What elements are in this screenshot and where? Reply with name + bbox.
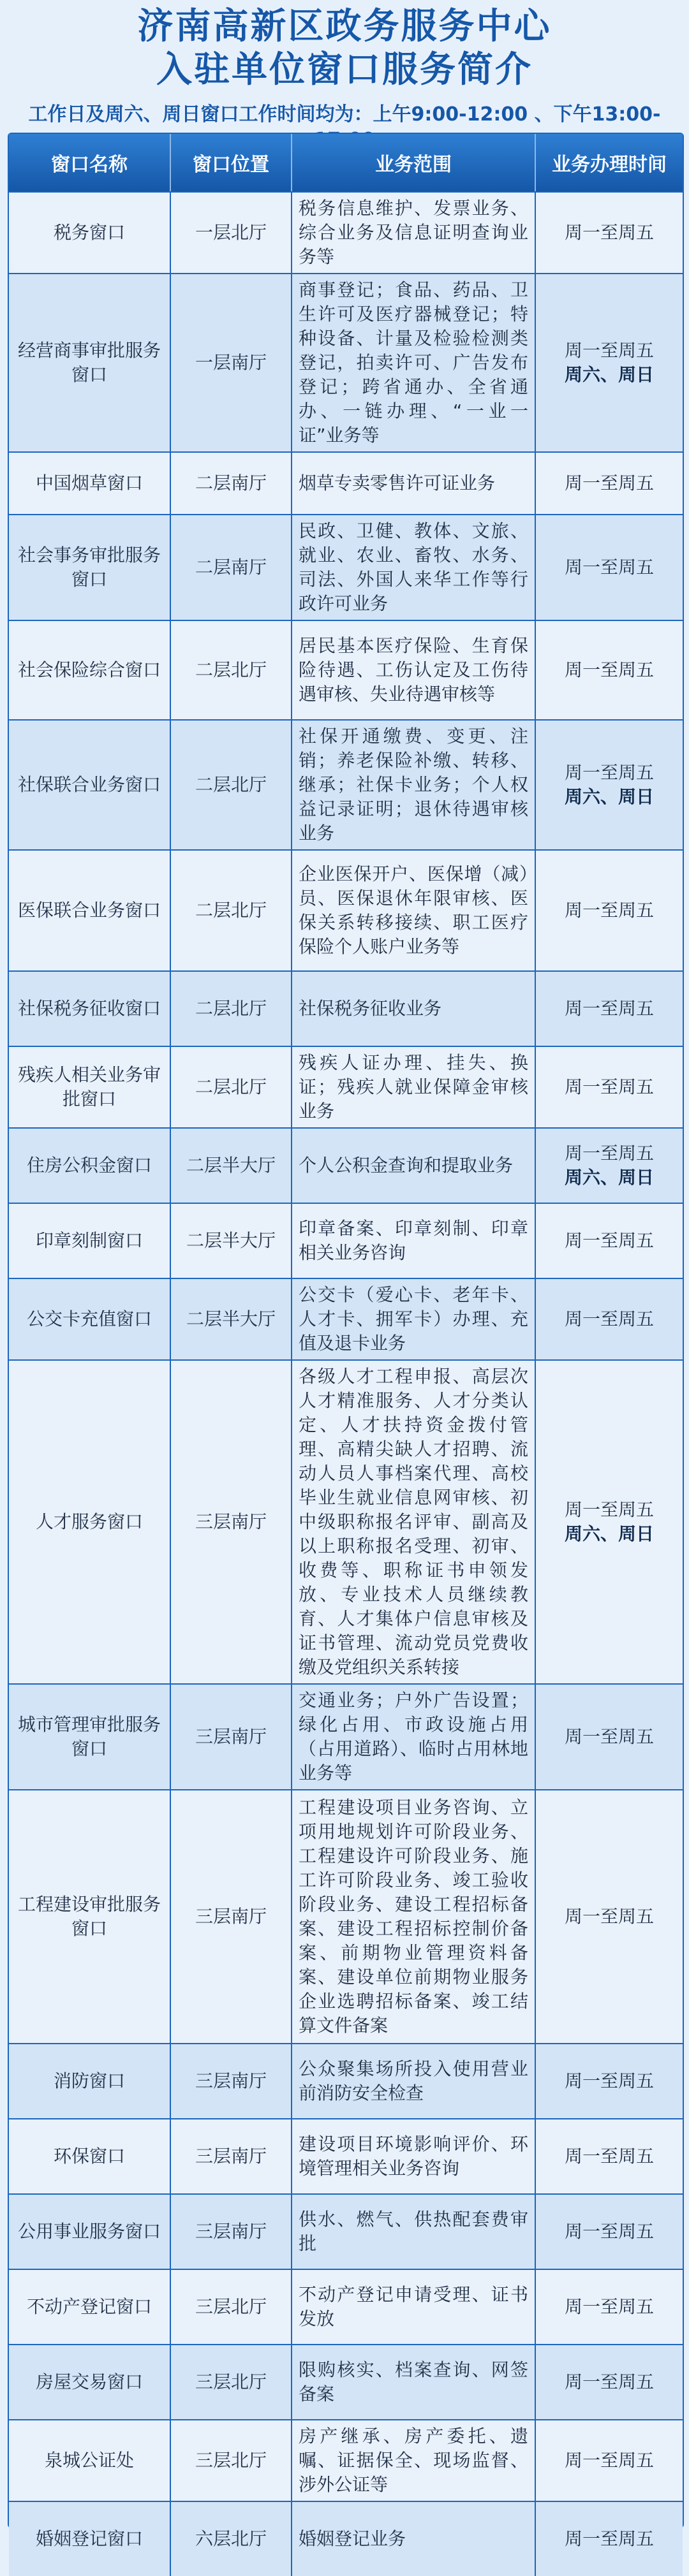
table-row <box>9 451 683 514</box>
business-scope-cell: 社保税务征收业务 <box>292 970 536 1046</box>
weekday-hours-label: 周一至周五 <box>564 2450 654 2471</box>
window-name-cell: 社保税务征收窗口 <box>9 970 171 1046</box>
window-location-cell: 二层南厅 <box>171 514 292 620</box>
weekday-hours-label: 周一至周五 <box>564 1076 654 1097</box>
window-name-cell: 税务窗口 <box>9 191 171 273</box>
service-hours-cell <box>536 273 683 451</box>
business-scope-cell: 限购核实、档案查询、网签备案 <box>292 2344 536 2419</box>
table-row <box>9 1683 683 1789</box>
window-name-cell: 公用事业服务窗口 <box>9 2193 171 2269</box>
page-title: 济南高新区政务服务中心 <box>137 6 552 47</box>
weekday-hours-label: 周一至周五 <box>564 659 654 680</box>
weekday-hours-label: 周一至周五 <box>564 1906 654 1927</box>
table-row <box>9 2501 683 2576</box>
column-header-hours: 业务办理时间 <box>536 134 683 191</box>
business-scope-cell: 婚姻登记业务 <box>292 2501 536 2576</box>
business-scope-cell: 公交卡（爱心卡、老年卡、人才卡、拥军卡）办理、充值及退卡业务 <box>292 1278 536 1359</box>
window-name-cell: 社会保险综合窗口 <box>9 620 171 719</box>
business-scope-cell: 各级人才工程申报、高层次人才精准服务、人才分类认定、人才扶持资金拨付管理、高精尖缺人才招聘、流动人员人事档案代理、高校毕业生就业信息网审核、初中级职称报名评审、副高及以上职称报名受理、初审、收费等、职称证书申领发放、专业技术人员继续教育、人才集体户信息审核及证书管理、流动党员党费收缴及党组织关系转接 <box>292 1359 536 1683</box>
business-scope-cell: 供水、燃气、供热配套费审批 <box>292 2193 536 2269</box>
service-hours-cell <box>536 2344 683 2419</box>
window-name-cell: 不动产登记窗口 <box>9 2269 171 2344</box>
service-hours-cell <box>536 514 683 620</box>
window-location-cell: 二层北厅 <box>171 620 292 719</box>
business-scope-cell: 居民基本医疗保险、生育保险待遇、工伤认定及工伤待遇审核、失业待遇审核等 <box>292 620 536 719</box>
window-name-cell: 婚姻登记窗口 <box>9 2501 171 2576</box>
table-row <box>9 1046 683 1127</box>
weekday-hours-label: 周一至周五 <box>564 1499 654 1520</box>
service-hours-cell <box>536 849 683 970</box>
table-row <box>9 2344 683 2419</box>
business-scope-cell: 交通业务；户外广告设置；绿化占用、市政设施占用（占用道路）、临时占用林地业务等 <box>292 1683 536 1789</box>
business-scope-cell: 社保开通缴费、变更、注销；养老保险补缴、转移、继承；社保卡业务；个人权益记录证明；退休待遇审核业务 <box>292 719 536 849</box>
business-scope-cell: 公众聚集场所投入使用营业前消防安全检查 <box>292 2043 536 2118</box>
weekend-hours-label: 周六、周日 <box>564 1523 654 1544</box>
table-row <box>9 2419 683 2501</box>
weekday-hours-label: 周一至周五 <box>564 2146 654 2167</box>
business-scope-cell: 房产继承、房产委托、遗嘱、证据保全、现场监督、涉外公证等 <box>292 2419 536 2501</box>
window-location-cell: 三层南厅 <box>171 2118 292 2193</box>
weekday-hours-label: 周一至周五 <box>564 340 654 361</box>
weekday-hours-label: 周一至周五 <box>564 2528 654 2549</box>
table-row <box>9 1359 683 1683</box>
table-row <box>9 849 683 970</box>
window-name-cell: 环保窗口 <box>9 2118 171 2193</box>
column-header-window-name: 窗口名称 <box>9 134 171 191</box>
table-row <box>9 273 683 451</box>
window-location-cell: 三层南厅 <box>171 1789 292 2043</box>
service-hours-cell <box>536 1359 683 1683</box>
window-location-cell: 二层北厅 <box>171 719 292 849</box>
column-header-scope: 业务范围 <box>292 134 536 191</box>
table-row <box>9 514 683 620</box>
service-hours-cell <box>536 620 683 719</box>
window-name-cell: 经营商事审批服务窗口 <box>9 273 171 451</box>
window-location-cell: 三层南厅 <box>171 2193 292 2269</box>
window-name-cell: 社保联合业务窗口 <box>9 719 171 849</box>
window-location-cell: 二层半大厅 <box>171 1127 292 1203</box>
business-scope-cell: 商事登记；食品、药品、卫生许可及医疗器械登记；特种设备、计量及检验检测类登记，拍卖许可、广告发布登记；跨省通办、全省通办、一链办理、“一业一证”业务等 <box>292 273 536 451</box>
weekend-hours-label: 周六、周日 <box>564 364 654 385</box>
service-hours-cell <box>536 1127 683 1203</box>
table-row <box>9 2193 683 2269</box>
weekday-hours-label: 周一至周五 <box>564 900 654 921</box>
weekday-hours-label: 周一至周五 <box>564 1143 654 1164</box>
window-location-cell: 三层北厅 <box>171 2344 292 2419</box>
table-row <box>9 1278 683 1359</box>
window-location-cell: 一层北厅 <box>171 191 292 273</box>
business-scope-cell: 工程建设项目业务咨询、立项用地规划许可阶段业务、工程建设许可阶段业务、施工许可阶段业务、竣工验收阶段业务、建设工程招标备案、建设工程招标控制价备案、前期物业管理资料备案、建设单位前期物业服务企业选聘招标备案、竣工结算文件备案 <box>292 1789 536 2043</box>
window-name-cell: 残疾人相关业务审批窗口 <box>9 1046 171 1127</box>
service-table <box>8 133 684 2549</box>
window-name-cell: 医保联合业务窗口 <box>9 849 171 970</box>
window-name-cell: 社会事务审批服务窗口 <box>9 514 171 620</box>
service-hours-cell <box>536 191 683 273</box>
table-row <box>9 2118 683 2193</box>
window-location-cell: 一层南厅 <box>171 273 292 451</box>
window-name-cell: 住房公积金窗口 <box>9 1127 171 1203</box>
table-row <box>9 1789 683 2043</box>
service-hours-cell <box>536 1789 683 2043</box>
weekday-hours-label: 周一至周五 <box>564 222 654 243</box>
business-scope-cell: 印章备案、印章刻制、印章相关业务咨询 <box>292 1203 536 1278</box>
table-header-row <box>9 134 683 191</box>
table-row <box>9 191 683 273</box>
service-hours-cell <box>536 1203 683 1278</box>
business-scope-cell: 民政、卫健、教体、文旅、就业、农业、畜牧、水务、司法、外国人来华工作等行政许可业务 <box>292 514 536 620</box>
window-location-cell: 二层北厅 <box>171 970 292 1046</box>
window-name-cell: 公交卡充值窗口 <box>9 1278 171 1359</box>
service-hours-cell <box>536 451 683 514</box>
window-location-cell: 二层半大厅 <box>171 1278 292 1359</box>
business-scope-cell: 残疾人证办理、挂失、换证；残疾人就业保障金审核业务 <box>292 1046 536 1127</box>
service-hours-cell <box>536 2193 683 2269</box>
service-hours-cell <box>536 1683 683 1789</box>
window-name-cell: 城市管理审批服务窗口 <box>9 1683 171 1789</box>
weekend-hours-label: 周六、周日 <box>564 786 654 807</box>
window-location-cell: 三层北厅 <box>171 2269 292 2344</box>
window-location-cell: 二层半大厅 <box>171 1203 292 1278</box>
window-location-cell: 二层南厅 <box>171 451 292 514</box>
window-name-cell: 工程建设审批服务窗口 <box>9 1789 171 2043</box>
window-name-cell: 消防窗口 <box>9 2043 171 2118</box>
window-location-cell: 三层南厅 <box>171 2043 292 2118</box>
window-location-cell: 六层北厅 <box>171 2501 292 2576</box>
business-scope-cell: 企业医保开户、医保增（减）员、医保退休年限审核、医保关系转移接续、职工医疗保险个人账户业务等 <box>292 849 536 970</box>
business-scope-cell: 不动产登记申请受理、证书发放 <box>292 2269 536 2344</box>
weekday-hours-label: 周一至周五 <box>564 2070 654 2091</box>
weekday-hours-label: 周一至周五 <box>564 2371 654 2392</box>
window-name-cell: 泉城公证处 <box>9 2419 171 2501</box>
service-hours-cell <box>536 719 683 849</box>
table-body <box>9 191 683 2576</box>
service-hours-cell <box>536 2419 683 2501</box>
service-hours-cell <box>536 2269 683 2344</box>
business-scope-cell: 税务信息维护、发票业务、综合业务及信息证明查询业务等 <box>292 191 536 273</box>
weekday-hours-label: 周一至周五 <box>564 557 654 578</box>
window-name-cell: 中国烟草窗口 <box>9 451 171 514</box>
weekday-hours-label: 周一至周五 <box>564 1308 654 1329</box>
column-header-location: 窗口位置 <box>171 134 292 191</box>
weekday-hours-label: 周一至周五 <box>564 472 654 494</box>
table-row <box>9 1203 683 1278</box>
table-row <box>9 2043 683 2118</box>
window-name-cell: 人才服务窗口 <box>9 1359 171 1683</box>
service-hours-cell <box>536 1046 683 1127</box>
window-location-cell: 二层北厅 <box>171 1046 292 1127</box>
window-location-cell: 三层南厅 <box>171 1683 292 1789</box>
service-hours-cell <box>536 970 683 1046</box>
window-location-cell: 三层南厅 <box>171 1359 292 1683</box>
table-row <box>9 970 683 1046</box>
weekday-hours-label: 周一至周五 <box>564 1230 654 1251</box>
window-location-cell: 二层北厅 <box>171 849 292 970</box>
weekday-hours-label: 周一至周五 <box>564 1726 654 1747</box>
service-hours-cell <box>536 2118 683 2193</box>
business-scope-cell: 建设项目环境影响评价、环境管理相关业务咨询 <box>292 2118 536 2193</box>
business-scope-cell: 烟草专卖零售许可证业务 <box>292 451 536 514</box>
page-subtitle: 入驻单位窗口服务简介 <box>156 49 533 91</box>
table-row <box>9 620 683 719</box>
weekday-hours-label: 周一至周五 <box>564 2296 654 2317</box>
working-hours-note: 工作日及周六、周日窗口工作时间均为：上午9:00-12:00 、下午13:00- <box>28 103 661 126</box>
weekend-hours-label: 周六、周日 <box>564 1167 654 1188</box>
window-location-cell: 三层北厅 <box>171 2419 292 2501</box>
service-hours-cell <box>536 1278 683 1359</box>
weekday-hours-label: 周一至周五 <box>564 998 654 1019</box>
window-name-cell: 印章刻制窗口 <box>9 1203 171 1278</box>
service-hours-cell <box>536 2043 683 2118</box>
weekday-hours-label: 周一至周五 <box>564 2221 654 2242</box>
weekday-hours-label: 周一至周五 <box>564 762 654 783</box>
business-scope-cell: 个人公积金查询和提取业务 <box>292 1127 536 1203</box>
window-name-cell: 房屋交易窗口 <box>9 2344 171 2419</box>
table-row <box>9 2269 683 2344</box>
table-row <box>9 1127 683 1203</box>
table-row <box>9 719 683 849</box>
service-hours-cell <box>536 2501 683 2576</box>
